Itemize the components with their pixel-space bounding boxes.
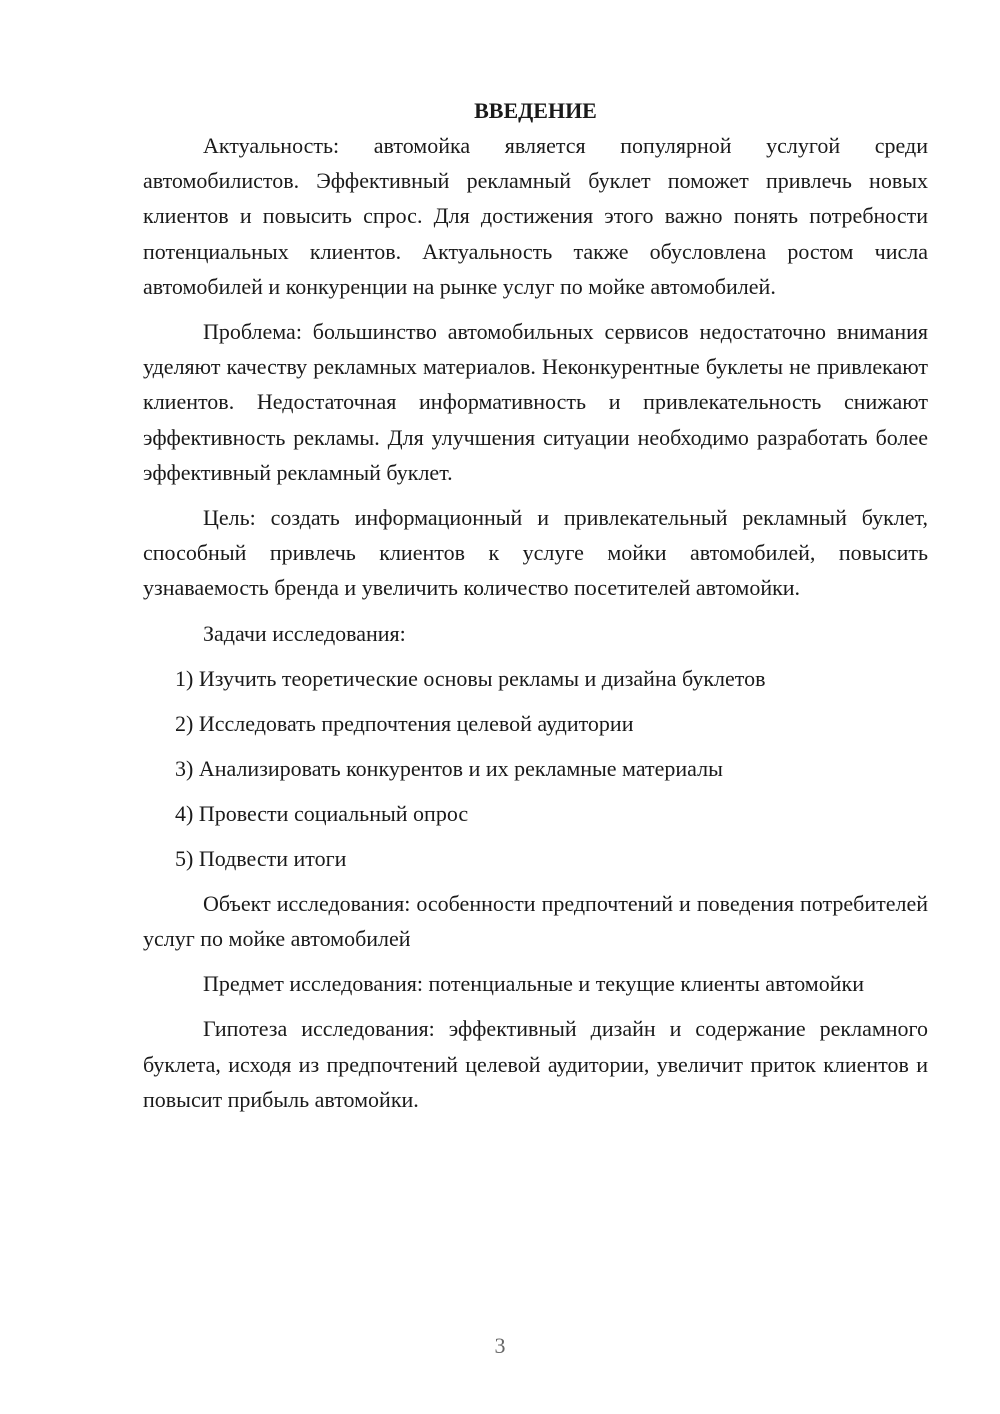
hypothesis-paragraph: Гипотеза исследования: эффективный дизайн и содержание рекламного буклета, исходя из предпочтений целевой аудитории, увеличит приток клиентов и повысит прибыль автомойки. <box>143 1016 928 1112</box>
list-item: 3) Анализировать конкурентов и их рекламные материалы <box>175 755 723 781</box>
subject-paragraph: Предмет исследования: потенциальные и текущие клиенты автомойки <box>203 971 864 997</box>
page-number: 3 <box>494 1333 506 1358</box>
object-paragraph: Объект исследования: особенности предпочтений и поведения потребителей услуг по мойке автомобилей <box>143 890 928 952</box>
goal-paragraph: Цель: создать информационный и привлекательный рекламный буклет, способный привлечь клиентов к услуге мойки автомобилей, повысить узнаваемость бренда и увеличить количество посетителей автомойки. <box>143 505 928 601</box>
problem-paragraph: Проблема: большинство автомобильных сервисов недостаточно внимания уделяют качеству рекламных материалов. Неконкурентные буклеты не привлекают клиентов. Недостаточная информативность и привлекательность снижают эффективность рекламы. Для улучшения ситуации необходимо разработать более эффективный рекламный буклет. <box>143 319 928 485</box>
document-page <box>143 93 928 1117</box>
list-item: 4) Провести социальный опрос <box>175 800 469 826</box>
list-item: 1) Изучить теоретические основы рекламы и дизайна буклетов <box>175 665 766 691</box>
list-item: 2) Исследовать предпочтения целевой аудитории <box>175 710 634 736</box>
tasks-list <box>143 661 928 876</box>
list-item: 5) Подвести итоги <box>175 845 347 871</box>
tasks-heading: Задачи исследования: <box>203 620 406 646</box>
relevance-paragraph: Актуальность: автомойка является популярной услугой среди автомобилистов. Эффективный рекламный буклет поможет привлечь новых клиентов и повысить спрос. Для достижения этого важно понять потребности потенциальных клиентов. Актуальность также обусловлена ростом числа автомобилей и конкуренции на рынке услуг по мойке автомобилей. <box>143 133 928 299</box>
page-title: ВВЕДЕНИЕ <box>474 98 597 123</box>
